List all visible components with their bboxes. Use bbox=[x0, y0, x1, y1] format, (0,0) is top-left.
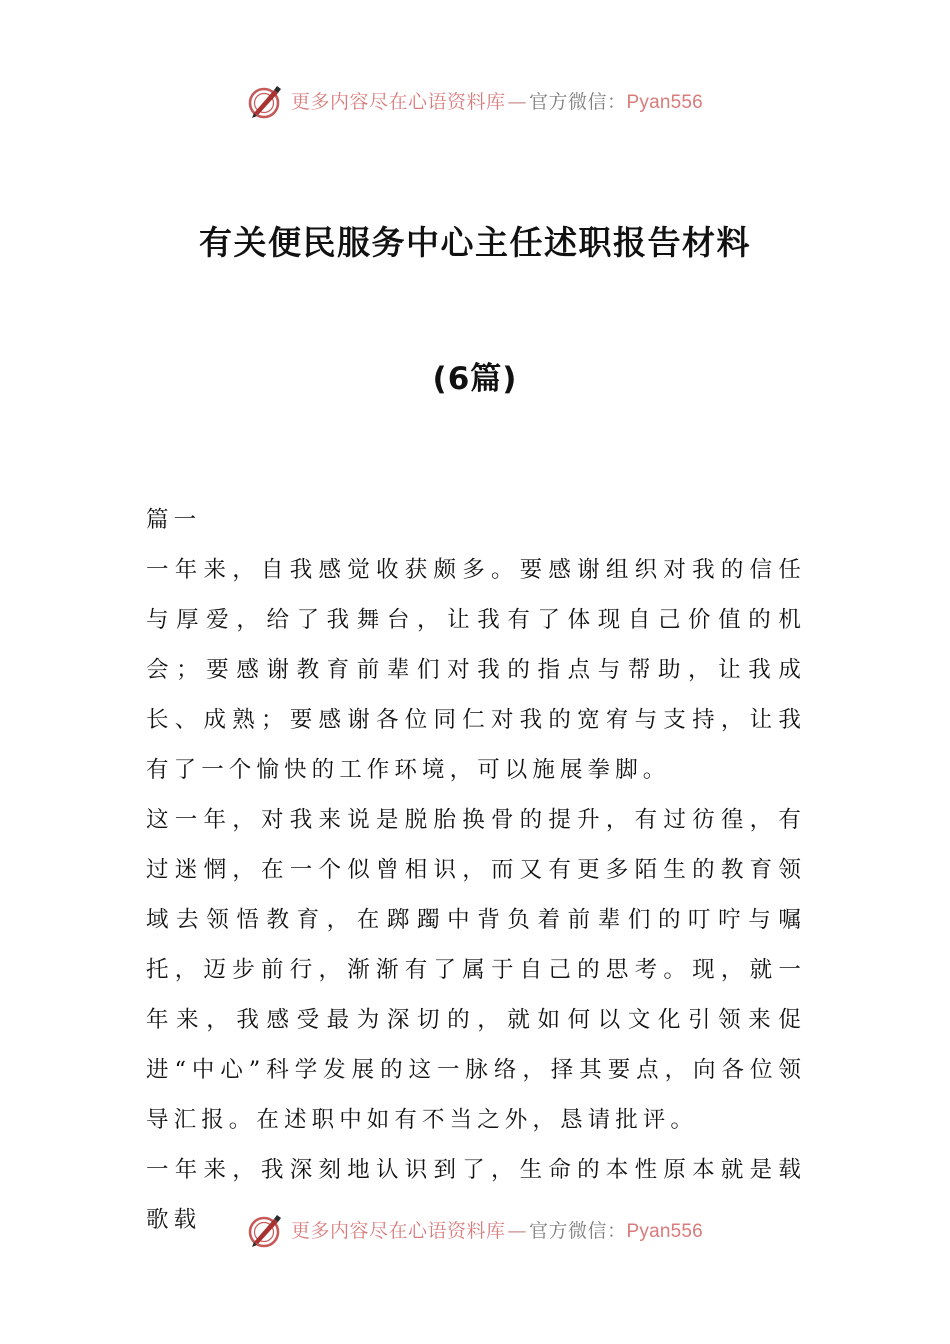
pen-seal-icon bbox=[247, 84, 283, 120]
pen-seal-icon bbox=[247, 1213, 283, 1249]
header-watermark bbox=[0, 82, 950, 122]
watermark-site-text: 更多内容尽在心语资料库 bbox=[291, 90, 506, 113]
footer-watermark-wechat-id: Pyan556 bbox=[626, 1220, 703, 1242]
paragraph-1: 一年来，自我感觉收获颇多。要感谢组织对我的信任与厚爱，给了我舞台，让我有了体现自己价值的机会；要感谢教育前辈们对我的指点与帮助，让我成长、成熟；要感谢各位同仁对我的宽宥与支持，让我有了一个愉快的工作环境，可以施展拳脚。 bbox=[146, 557, 806, 783]
document-subtitle: (6篇) bbox=[432, 361, 518, 397]
footer-watermark-label: 官方微信： bbox=[529, 1219, 627, 1242]
paragraph-3: 一年来，我深刻地认识到了，生命的本性原本就是载歌载 bbox=[146, 1157, 806, 1233]
watermark-label: 官方微信： bbox=[529, 90, 627, 113]
watermark-wechat-id: Pyan556 bbox=[626, 91, 703, 113]
document-body bbox=[146, 495, 806, 1245]
watermark-separator: — bbox=[507, 90, 528, 113]
paragraph-2: 这一年，对我来说是脱胎换骨的提升，有过彷徨，有过迷惘，在一个似曾相识，而又有更多陌生的教育领域去领悟教育，在踯躅中背负着前辈们的叮咛与嘱托，迈步前行，渐渐有了属于自己的思考。现，就一年来，我感受最为深切的，就如何以文化引领来促进“中心”科学发展的这一脉络，择其要点，向各位领导汇报。在述职中如有不当之外，恳请批评。 bbox=[146, 807, 806, 1133]
footer-watermark bbox=[0, 1211, 950, 1251]
document-title: 有关便民服务中心主任述职报告材料 bbox=[199, 223, 751, 262]
section-heading: 篇一 bbox=[146, 507, 202, 533]
footer-watermark-site-text: 更多内容尽在心语资料库 bbox=[291, 1219, 506, 1242]
footer-watermark-separator: — bbox=[507, 1219, 528, 1242]
